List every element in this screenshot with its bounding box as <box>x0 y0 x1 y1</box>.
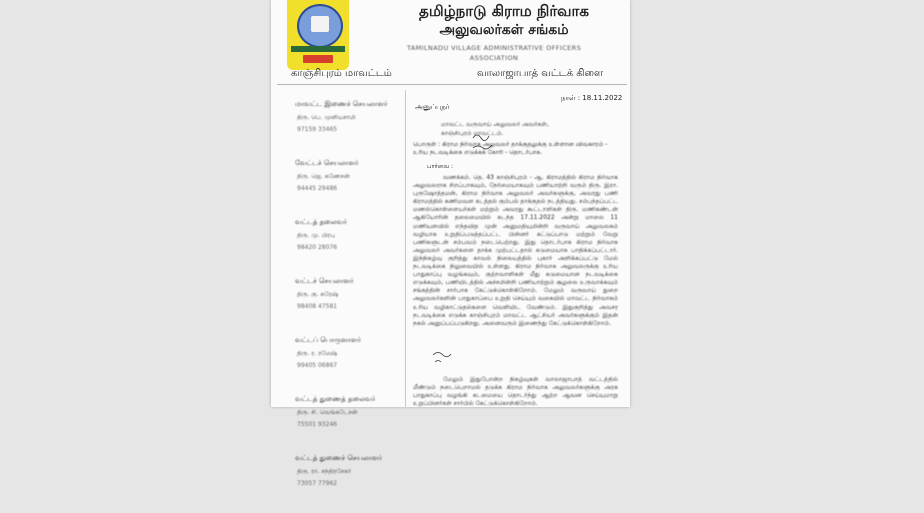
office-bearer-title: வட்டத் துணைச் செயலாளர் <box>295 454 383 462</box>
office-bearer <box>295 100 401 133</box>
office-bearer <box>295 277 401 310</box>
office-bearer-phone: 94445 29486 <box>297 185 338 192</box>
recipient-line: காஞ்சிபுரம் மாவட்டம். <box>441 130 504 137</box>
association-logo <box>287 0 349 70</box>
office-bearers-list <box>295 100 401 513</box>
letter-paragraph: மேலும் இதுபோன்ற நிகழ்வுகள் வாலாஜாபாத் வட்டத்தில் மீண்டும் நடைபெறாமல் தடுக்க கிராம நிர்வாக அலுவலர்களுக்கு அரசு பாதுகாப்பு வழங்கி கடமையை தொடர்ந்து ஆற்ற ஆவன செய்யுமாறு உறுப்பினர்கள் சார்பில் கேட்டுக்கொள்கிறோம். <box>413 376 618 408</box>
office-bearer-title: வட்டப் பொருளாளர் <box>295 336 362 344</box>
office-bearer-phone: 99405 06867 <box>297 362 338 369</box>
recipient-line: மாவட்ட வருவாய் அலுவலர் அவர்கள், <box>441 121 549 128</box>
office-bearer-phone: 97159 33465 <box>297 126 338 133</box>
letter-page <box>271 0 630 487</box>
logo-stamp <box>303 55 333 63</box>
letter-date: நாள் : 18.11.2022 <box>561 94 623 102</box>
office-bearer-name: திரு. ஜெ. கணேசன் <box>297 173 350 180</box>
letter-reference: பார்வை : <box>427 163 454 170</box>
org-name-english-line1: TAMILNADU VILLAGE ADMINISTRATIVE OFFICERS <box>406 44 582 52</box>
office-bearer-name: திரு. மு. பிரபு <box>297 232 335 239</box>
office-bearer-name: திரு. ர. ரமேஷ் <box>297 350 338 357</box>
office-bearer <box>295 159 401 192</box>
branch-label: வாலாஜாபாத் வட்டக் கிளை <box>477 68 603 79</box>
office-bearer <box>295 218 401 251</box>
logo-ribbon <box>291 46 345 52</box>
emblem-icon <box>297 4 343 48</box>
letter-recipient <box>441 120 549 138</box>
column-divider <box>405 90 406 407</box>
district-label: காஞ்சிபுரம் மாவட்டம் <box>291 68 392 79</box>
office-bearer-title: வட்டத் தலைவர் <box>295 218 347 226</box>
org-name-english-line2: ASSOCIATION <box>469 54 519 62</box>
office-bearer-phone: 75501 93246 <box>297 421 338 428</box>
office-bearer-title: மாவட்ட இணைச் செயலாளர் <box>295 100 388 108</box>
org-name-line1: தமிழ்நாடு கிராம நிர்வாக <box>419 2 589 20</box>
office-bearer-title: வட்டச் செயலாளர் <box>295 277 354 285</box>
office-bearer-phone: 98420 28076 <box>297 244 338 251</box>
org-name-line2: அலுவலர்கள் சங்கம் <box>439 22 569 38</box>
office-bearer <box>295 336 401 369</box>
office-bearer-phone: 73057 77962 <box>297 480 338 487</box>
letter-paragraph: வணக்கம். தெ. 43 காஞ்சிபுரம் - ஆ. கிராமத்தில் கிராம நிர்வாக அலுவலராக சிறப்பாகவும், நேர்மையாகவும் பணியாற்றி வரும் திரு. இரா. புருஷோத்தமன், கிராம நிர்வாக அலுவலர் அவர்களுக்கு, அவரது பணி கிராமத்தில் கணிமவள கடத்தல் கும்பல் தாக்குதல் நடத்தியது. சம்பந்தப்பட்ட மணல்கொள்ளையர்கள் மற்றும் அவரது கூட்டாளிகள் திரு. மணிகண்டன் ஆகியோரின் தலைமையில் கடந்த 17.11.2022 அன்று மாலை 11 மணியளவில் எந்தவித முன் அனுமதியுமின்றி வருவாய் அலுவலகம் வழியாக உறுதிப்படுத்தப்பட்ட பின்னர் கட்டுப்பாடு மற்றும் வேறு பணிகளுடன் சம்பவம் நடைபெற்றது. இது தொடர்பாக கிராம நிர்வாக அலுவலர் அவர்களை தாக்க முற்பட்டதால் கடுமையாக பாதிக்கப்பட்டார். இந்நிகழ்வு குறித்து காவல் நிலையத்தில் புகார் அளிக்கப்பட்டு மேல் நடவடிக்கை நிலுவையில் உள்ளது. கிராம நிர்வாக அலுவலருக்கு உரிய பாதுகாப்பு வழங்கவும், குற்றவாளிகள் மீது கடுமையான நடவடிக்கை எடுக்கவும், பணியிடத்தில் அச்சமின்றி பணியாற்றும் சூழலை உருவாக்கவும் சங்கத்தின் சார்பாக கேட்டுக்கொள்கிறோம். மேலும் வருவாய் துறை அலுவலர்களின் பாதுகாப்பை உறுதி செய்யும் வகையில் மாவட்ட நிர்வாகம் உரிய வழிகாட்டுதல்களை வெளியிட வேண்டும். இதுகுறித்து அவசர நடவடிக்கை எடுக்க காஞ்சிபுரம் மாவட்ட ஆட்சியர் அவர்களுக்கும் இதன் நகல் அனுப்பப்படுகிறது. அனைவரும் இணைந்து கேட்டுக்கொள்கிறோம். <box>413 174 618 327</box>
office-bearer-name: திரு. ரா. சந்திரசேகர் <box>297 468 352 475</box>
letter-subject: பொருள் : கிராம நிர்வாக அலுவலர் தாக்குதலுக்கு உள்ளான விவகாரம் - உரிய நடவடிக்கை எடுக்கக் கோரி - தொடர்பாக. <box>413 141 608 156</box>
office-bearer-title: வட்டத் துணைத் தலைவர் <box>295 395 376 403</box>
office-bearer <box>295 395 401 428</box>
letter-from: அனுப்புநர் <box>415 103 450 111</box>
office-bearer-name: திரு. சி. வெங்கடேசன் <box>297 409 358 416</box>
office-bearer-title: வேட்டச் செயலாளர் <box>295 159 359 167</box>
office-bearer-name: திரு. பெ. முனியசாமி <box>297 114 356 121</box>
office-bearer-phone: 98408 47581 <box>297 303 338 310</box>
letter-body <box>413 0 625 407</box>
office-bearer <box>295 454 401 487</box>
office-bearer-name: திரு. கு. சுரேஷ் <box>297 291 339 298</box>
